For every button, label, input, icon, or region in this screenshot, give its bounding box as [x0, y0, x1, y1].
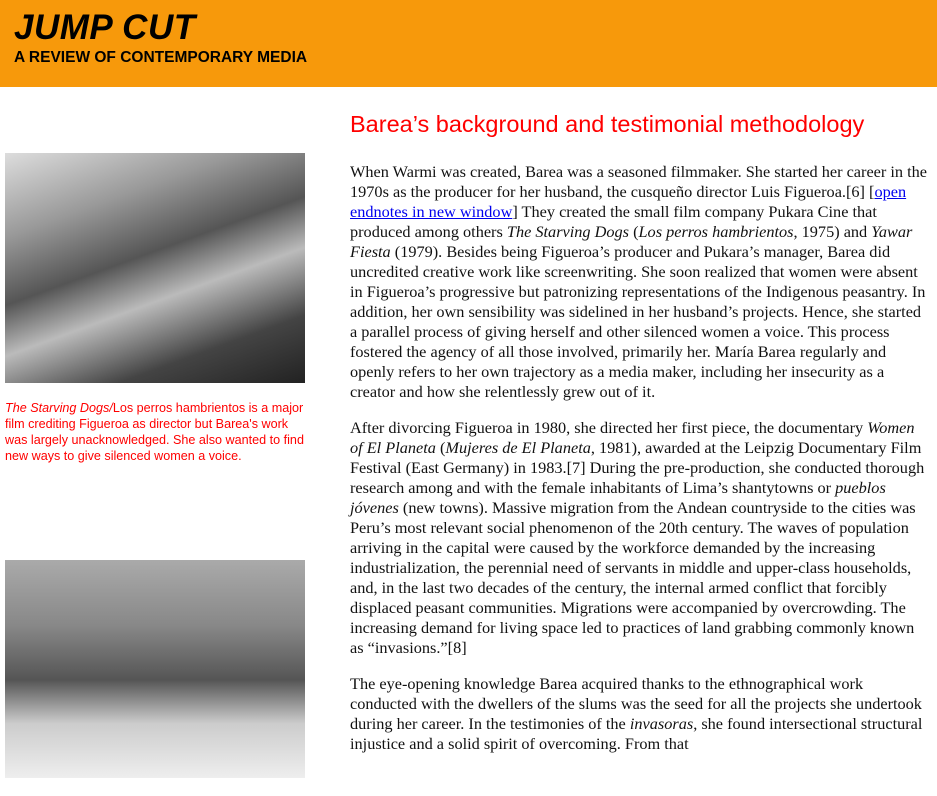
text-run: , 1981), awarded at the Leipzig Documentary Film Festival (East Germany) in 1983.[7] During the pre-production, she conducted thorough research among and with the female inhabitants of Lima’s shantytowns or	[350, 438, 925, 497]
text-run: Los perros hambrientos is a major film crediting Figueroa as director but Barea's work was largely unacknowledged. She also wanted to find new ways to give silenced women a voice.	[5, 401, 304, 463]
film-still-image	[5, 153, 305, 383]
paragraph	[350, 162, 928, 402]
text-run: , 1975) and	[793, 222, 872, 241]
text-run: After divorcing Figueroa in 1980, she directed her first piece, the documentary	[350, 418, 868, 437]
text-run: (new towns). Massive migration from the Andean countryside to the cities was Peru’s most relevant social phenomenon of the 20th century. The waves of population arriving in the capital were caused by the workforce demanded by the increasing industrialization, the perennial need of servants in middle and upper-class households, and, in the last two decades of the century, the internal armed conflict that forcibly displaced peasant communities. Migrations were accompanied by overcrowding. The increasing demand for living space led to practices of land grabbing commonly known as “invasions.”[8]	[350, 498, 916, 657]
portrait-photo	[5, 560, 305, 778]
italic-title: invasoras	[629, 714, 694, 733]
endnotes-link[interactable]: open endnotes in new window	[350, 182, 907, 221]
site-logo[interactable]: JUMP CUT	[14, 8, 196, 47]
italic-title: Los perros hambrientos	[638, 222, 794, 241]
text-run: ] They created the small film company Pukara Cine that produced among others	[350, 202, 877, 241]
italic-title: The Starving Dogs/	[5, 401, 113, 415]
italic-title: Women of El Planeta	[350, 418, 915, 457]
text-run: (	[435, 438, 446, 457]
site-tagline: A REVIEW OF CONTEMPORARY MEDIA	[14, 49, 308, 66]
paragraph	[350, 674, 928, 754]
italic-title: Yawar Fiesta	[350, 222, 913, 261]
site-header	[0, 0, 937, 87]
italic-title: The Starving Dogs	[506, 222, 629, 241]
article-body	[350, 162, 928, 770]
section-heading: Barea’s background and testimonial methodology	[350, 111, 865, 137]
text-run: (1979). Besides being Figueroa’s producer and Pukara’s manager, Barea did uncredited creative work like screenwriting. She soon realized that women were absent in Figueroa’s progressive but patronizing representations of the Indigenous peasantry. In addition, her own sensibility was sidelined in her husband’s projects. Hence, she started a parallel process of giving herself and other silenced women a voice. This process fostered the agency of all those involved, primarily her. María Barea regularly and openly refers to her own trajectory as a media maker, including her insecurity as a creator and how she relentlessly grew out of it.	[350, 242, 926, 401]
text-run: , she found intersectional structural injustice and a solid spirit of overcoming. From that	[350, 714, 923, 753]
image-caption	[5, 400, 305, 464]
italic-title: Mujeres de El Planeta	[445, 438, 591, 457]
text-run: (	[629, 222, 639, 241]
paragraph	[350, 418, 928, 658]
italic-title: pueblos jóvenes	[350, 478, 886, 517]
text-run: When Warmi was created, Barea was a seasoned filmmaker. She started her career in the 1970s as the producer for her husband, the cusqueño director Luis Figueroa.[6] [	[350, 162, 928, 201]
text-run: The eye-opening knowledge Barea acquired thanks to the ethnographical work conducted with the dwellers of the slums was the seed for all the projects she undertook during her career. In the testimonies of the	[350, 674, 922, 733]
